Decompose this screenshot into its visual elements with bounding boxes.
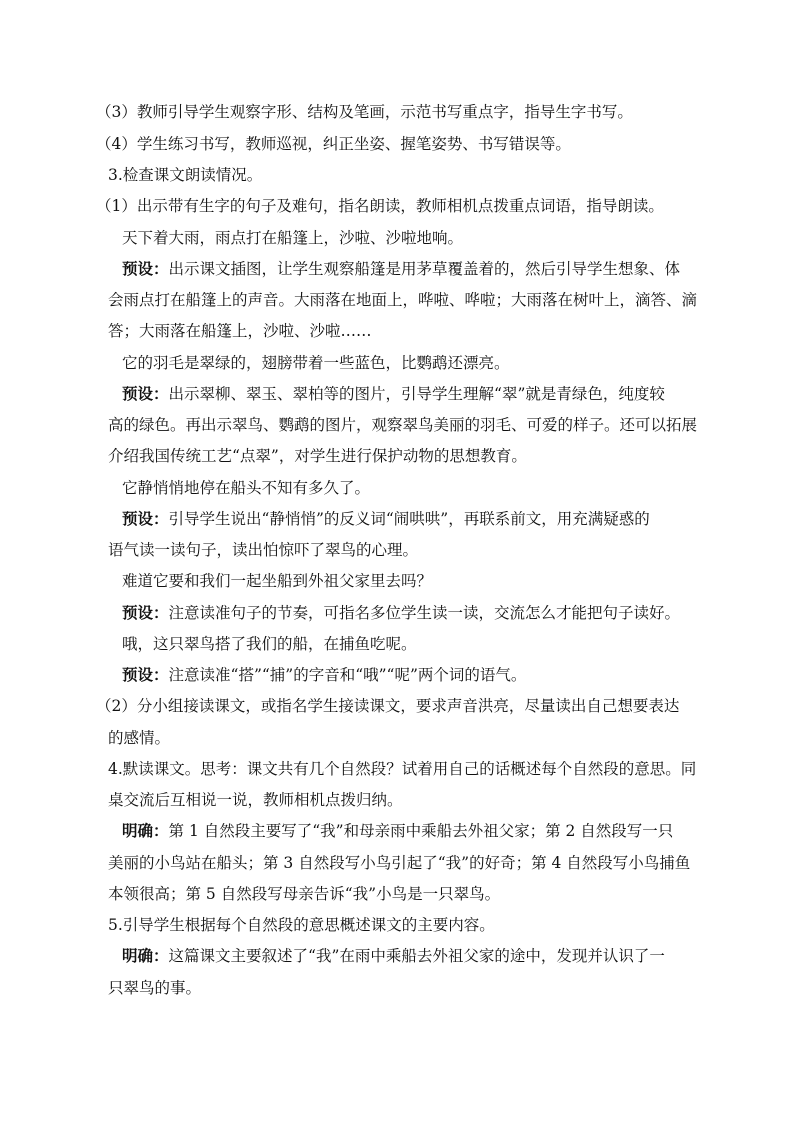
text-span: 第 1 自然段主要写了“我”和母亲雨中乘船去外祖父家；第 2 自然段写一只 xyxy=(168,822,674,840)
preset-line xyxy=(122,601,680,625)
preset-label: 预设： xyxy=(122,603,169,622)
text-span: 出示翠柳、翠玉、翠柏等的图片，引导学生理解“翠”就是青绿色，纯度较 xyxy=(168,385,665,403)
clear-line xyxy=(122,944,665,968)
text-line: 本领很高；第 5 自然段写母亲告诉“我”小鸟是一只翠鸟。 xyxy=(108,885,501,903)
text-line: 介绍我国传统工艺“点翠”，对学生进行保护动物的思想教育。 xyxy=(108,447,527,465)
preset-line xyxy=(122,257,680,281)
text-line: 的感情。 xyxy=(108,729,171,747)
text-span: 注意读准“搭”“捕”的字音和“哦”“呢”两个词的语气。 xyxy=(168,666,527,684)
preset-line xyxy=(122,382,665,406)
preset-label: 预设： xyxy=(122,665,169,684)
clear-line xyxy=(122,819,673,843)
clear-label: 明确： xyxy=(122,946,169,965)
preset-line xyxy=(122,663,526,687)
text-span: 这篇课文主要叙述了“我”在雨中乘船去外祖父家的途中，发现并认识了一 xyxy=(168,947,665,965)
text-line: 它静悄悄地停在船头不知有多久了。 xyxy=(122,479,371,497)
text-line: （2）分小组接读课文，或指名学生接读课文，要求声音洪亮，尽量读出自己想要表达 xyxy=(96,697,680,715)
text-line: 只翠鸟的事。 xyxy=(108,979,202,997)
text-line: 语气读一读句子，读出怕惊吓了翠鸟的心理。 xyxy=(108,541,419,559)
text-span: 出示课文插图，让学生观察船篷是用茅草覆盖着的，然后引导学生想象、体 xyxy=(168,260,681,278)
text-line: （4）学生练习书写，教师巡视，纠正坐姿、握笔姿势、书写错误等。 xyxy=(96,135,571,153)
text-line: 答；大雨落在船篷上，沙啦、沙啦…… xyxy=(108,322,372,340)
text-line: （1）出示带有生字的句子及难句，指名朗读，教师相机点拨重点词语，指导朗读。 xyxy=(96,197,664,215)
text-line: 5.引导学生根据每个自然段的意思概述课文的主要内容。 xyxy=(108,916,495,934)
preset-label: 预设： xyxy=(122,509,169,528)
text-line: 美丽的小鸟站在船头；第 3 自然段写小鸟引起了“我”的好奇；第 4 自然段写小鸟捕鱼 xyxy=(108,854,691,872)
text-span: 注意读准句子的节奏，可指名多位学生读一读，交流怎么才能把句子读好。 xyxy=(168,604,681,622)
text-line: 天下着大雨，雨点打在船篷上，沙啦、沙啦地响。 xyxy=(122,229,464,247)
text-line: 高的绿色。再出示翠鸟、鹦鹉的图片，观察翠鸟美丽的羽毛、可爱的样子。还可以拓展 xyxy=(108,416,698,434)
clear-label: 明确： xyxy=(122,821,169,840)
preset-label: 预设： xyxy=(122,259,169,278)
text-line: 难道它要和我们一起坐船到外祖父家里去吗？ xyxy=(122,572,433,590)
text-line: 4.默读课文。思考：课文共有几个自然段？试着用自己的话概述每个自然段的意思。同 xyxy=(108,760,697,778)
text-line: 它的羽毛是翠绿的，翅膀带着一些蓝色，比鹦鹉还漂亮。 xyxy=(122,354,510,372)
preset-label: 预设： xyxy=(122,384,169,403)
text-line: 哦，这只翠鸟搭了我们的船，在捕鱼吃呢。 xyxy=(122,635,417,653)
text-span: 引导学生说出“静悄悄”的反义词“闹哄哄”，再联系前文，用充满疑惑的 xyxy=(168,510,650,528)
preset-line xyxy=(122,507,650,531)
text-line: 桌交流后互相说一说，教师相机点拨归纳。 xyxy=(108,791,403,809)
text-line: 会雨点打在船篷上的声音。大雨落在地面上，哗啦、哗啦；大雨落在树叶上，滴答、滴 xyxy=(108,291,698,309)
text-line: 3.检查课文朗读情况。 xyxy=(108,166,263,184)
text-line: （3）教师引导学生观察字形、结构及笔画，示范书写重点字，指导生字书写。 xyxy=(96,103,633,121)
